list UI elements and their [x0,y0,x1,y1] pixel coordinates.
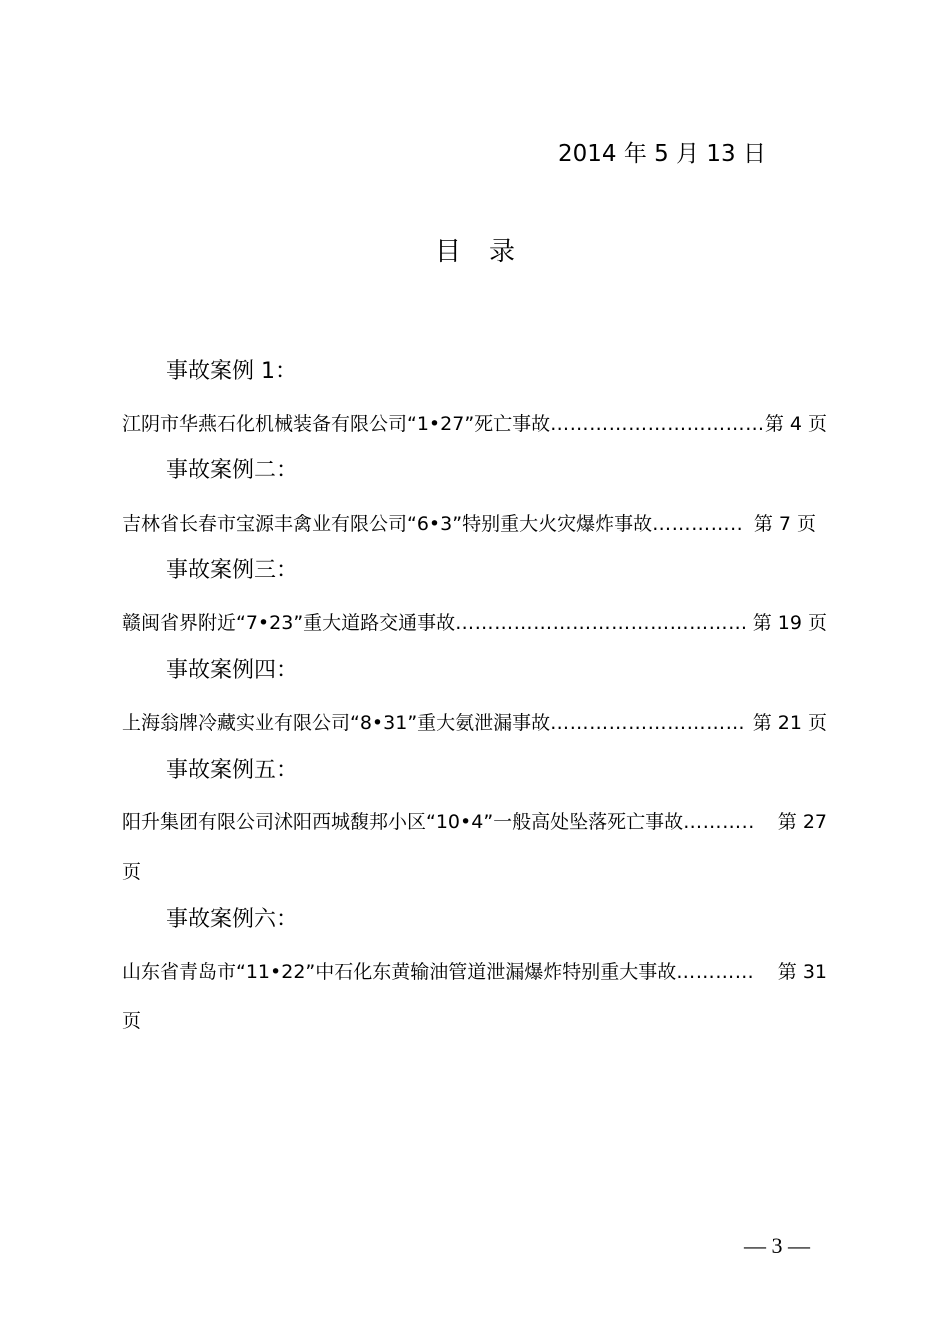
toc-entry-page: 第 19 页 [752,612,827,634]
toc-entry-title: 吉林省长春市宝源丰禽业有限公司“6•3”特别重大火灾爆炸事故 [122,513,653,535]
toc-entry-title: 赣闽省界附近“7•23”重大道路交通事故 [122,612,456,634]
toc-entry-5[interactable] [122,809,827,835]
toc-entry-title: 上海翁牌冷藏实业有限公司“8•31”重大氨泄漏事故 [122,712,551,734]
case-heading-4: 事故案例四： [166,658,299,683]
case-heading-5: 事故案例五： [166,758,299,783]
toc-entry-title: 阳升集团有限公司沭阳西城馥邦小区“10•4”一般高处坠落死亡事故 [122,811,684,833]
toc-entry-page: 第 31 [777,961,827,983]
toc-title: 目录 [434,237,543,267]
case-heading-6: 事故案例六： [166,907,299,932]
toc-entry-page: 第 4 页 [764,413,827,435]
toc-leader-dots: ………………………… [550,712,746,734]
toc-entry-1[interactable] [122,411,827,437]
toc-entry-6[interactable] [122,959,827,985]
toc-entry-5-continuation: 页 [122,861,142,883]
document-date: 2014 年 5 月 13 日 [558,141,766,167]
toc-entry-page: 第 7 页 [753,513,816,535]
toc-entry-4[interactable] [122,710,827,736]
toc-entry-3[interactable] [122,610,827,636]
toc-entry-title: 江阴市华燕石化机械装备有限公司“1•27”死亡事故 [122,413,551,435]
case-heading-1: 事故案例 1： [166,359,297,384]
toc-leader-dots: ……….. [683,811,755,833]
page-number: — 3 — [744,1233,810,1258]
toc-entry-page: 第 27 [777,811,827,833]
toc-entry-page: 第 21 页 [752,712,827,734]
toc-leader-dots: …………………………… [550,413,765,435]
toc-entry-6-continuation: 页 [122,1010,142,1032]
case-heading-3: 事故案例三： [166,558,299,583]
toc-leader-dots: ……………………………………… [455,612,748,634]
toc-entry-2[interactable] [122,511,816,537]
toc-leader-dots: ………… [676,961,755,983]
case-heading-2: 事故案例二： [166,458,299,483]
toc-entry-title: 山东省青岛市“11•22”中石化东黄输油管道泄漏爆炸特别重大事故 [122,961,677,983]
toc-leader-dots: ………….. [652,513,744,535]
